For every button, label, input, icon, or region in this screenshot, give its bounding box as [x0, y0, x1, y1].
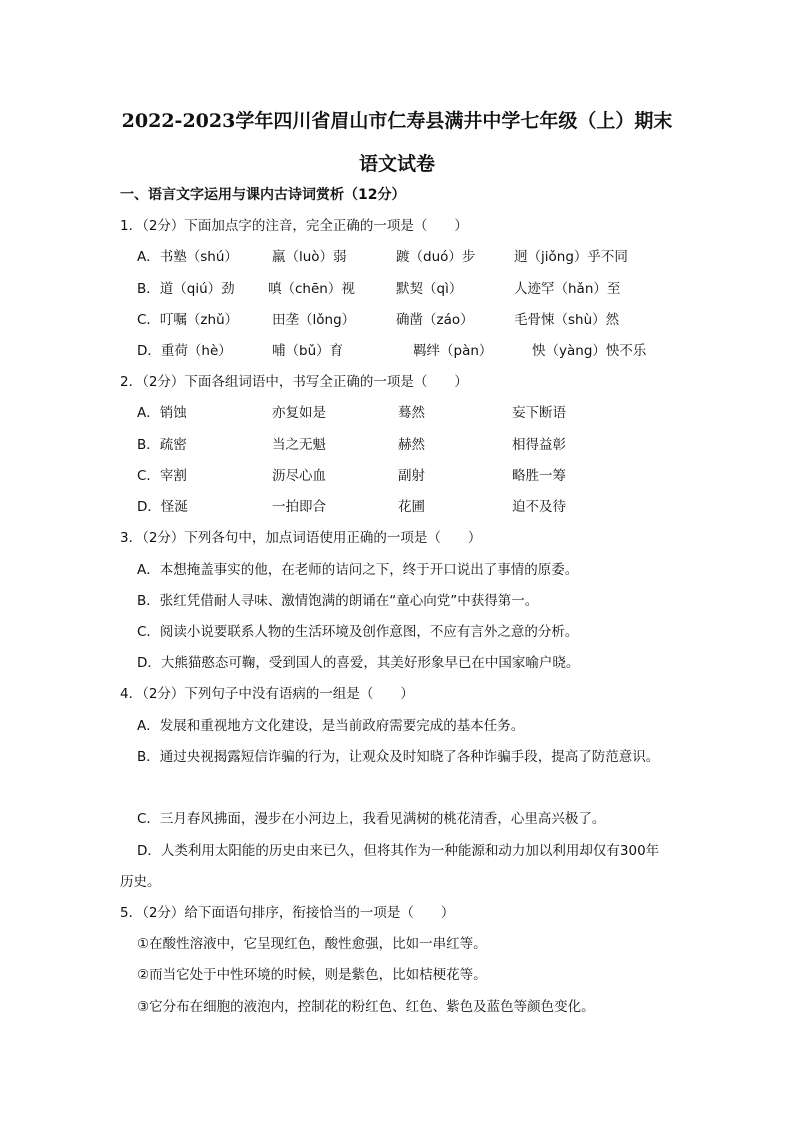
q1-option-b-word3: 默契（qì） [396, 281, 463, 297]
q1-option-a-word2: 羸（luò）弱 [272, 249, 347, 265]
q2-option-b: B．疏密 [137, 437, 187, 453]
q1-option-a-word4: 迥（jiǒng）乎不同 [514, 249, 628, 265]
q1-option-c-word2: 田垄（lǒng） [272, 312, 356, 328]
q1-option-b-word2: 嗔（chēn）视 [268, 281, 355, 297]
q4-option-c: C．三月春风拂面，漫步在小河边上，我看见满树的桃花清香，心里高兴极了。 [137, 811, 606, 827]
exam-title-line2: 语文试卷 [358, 153, 435, 175]
q2-option-b-word2: 当之无魁 [272, 437, 326, 453]
q1-option-c: C．叮嘱（zhǔ） [137, 312, 239, 328]
q1-option-b: B．道（qiú）劲 [137, 281, 235, 297]
question-3-stem: 3．（2分）下列各句中，加点词语使用正确的一项是（ ） [120, 530, 482, 546]
q4-option-a: A．发展和重视地方文化建设，是当前政府需要完成的基本任务。 [137, 718, 525, 734]
q1-option-c-word4: 毛骨悚（shù）然 [514, 312, 620, 328]
q1-option-d: D．重荷（hè） [137, 343, 232, 359]
q4-option-d-continued: 历史。 [120, 874, 161, 890]
q1-option-d-word4: 怏（yàng）怏不乐 [532, 343, 647, 359]
q2-option-b-word3: 赫然 [398, 437, 425, 453]
q2-option-d: D．怪涎 [137, 499, 188, 515]
question-4-stem: 4．（2分）下列句子中没有语病的一组是（ ） [120, 686, 414, 702]
q4-option-b: B．通过央视揭露短信诈骗的行为，让观众及时知晓了各种诈骗手段，提高了防范意识。 [137, 749, 660, 765]
section-heading: 一、语言文字运用与课内古诗词赏析（12分） [120, 187, 406, 203]
q1-option-d-word3: 羁绊（pàn） [413, 343, 493, 359]
q2-option-d-word2: 一拍即合 [272, 499, 326, 515]
q3-option-a: A．本想掩盖事实的他，在老师的诘问之下，终于开口说出了事情的原委。 [137, 562, 579, 578]
q2-option-b-word4: 相得益彰 [512, 437, 566, 453]
q3-option-d: D．大熊猫憨态可鞠，受到国人的喜爱，其美好形象早已在中国家喻户晓。 [137, 655, 580, 671]
q4-option-d: D．人类利用太阳能的历史由来已久，但将其作为一种能源和动力加以利用却仅有300年 [137, 843, 660, 859]
exam-title-line1: 2022-2023学年四川省眉山市仁寿县满井中学七年级（上）期末 [121, 110, 673, 132]
q2-option-a-word2: 亦复如是 [272, 405, 326, 421]
q2-option-c-word4: 略胜一筹 [512, 468, 566, 484]
q1-option-a-word3: 踱（duó）步 [396, 249, 476, 265]
q2-option-c: C．宰割 [137, 468, 187, 484]
q2-option-d-word4: 迫不及待 [512, 499, 566, 515]
q5-item-3: ③它分布在细胞的液泡内，控制花的粉红色、红色、紫色及蓝色等颜色变化。 [137, 999, 595, 1015]
q2-option-c-word3: 副射 [398, 468, 425, 484]
q3-option-c: C．阅读小说要联系人物的生活环境及创作意图，不应有言外之意的分析。 [137, 624, 579, 640]
q1-option-d-word2: 哺（bǔ）育 [272, 343, 344, 359]
q2-option-a: A．销蚀 [137, 405, 187, 421]
question-5-stem: 5．（2分）给下面语句排序，衔接恰当的一项是（ ） [120, 905, 455, 921]
q1-option-a: A．书塾（shú） [137, 249, 238, 265]
question-1-stem: 1．（2分）下面加点字的注音，完全正确的一项是（ ） [120, 218, 468, 234]
q1-option-b-word4: 人迹罕（hǎn）至 [514, 281, 621, 297]
question-2-stem: 2．（2分）下面各组词语中，书写全正确的一项是（ ） [120, 374, 468, 390]
q2-option-d-word3: 花圃 [398, 499, 425, 515]
q1-option-c-word3: 确凿（záo） [396, 312, 474, 328]
q2-option-c-word2: 沥尽心血 [272, 468, 326, 484]
q2-option-a-word4: 妄下断语 [512, 405, 566, 421]
q5-item-1: ①在酸性溶液中，它呈现红色，酸性愈强，比如一串红等。 [137, 936, 487, 952]
q3-option-b: B．张红凭借耐人寻味、激情饱满的朗诵在“童心向党”中获得第一。 [137, 593, 539, 609]
q2-option-a-word3: 蓦然 [398, 405, 425, 421]
q5-item-2: ②而当它处于中性环境的时候，则是紫色，比如桔梗花等。 [137, 967, 487, 983]
